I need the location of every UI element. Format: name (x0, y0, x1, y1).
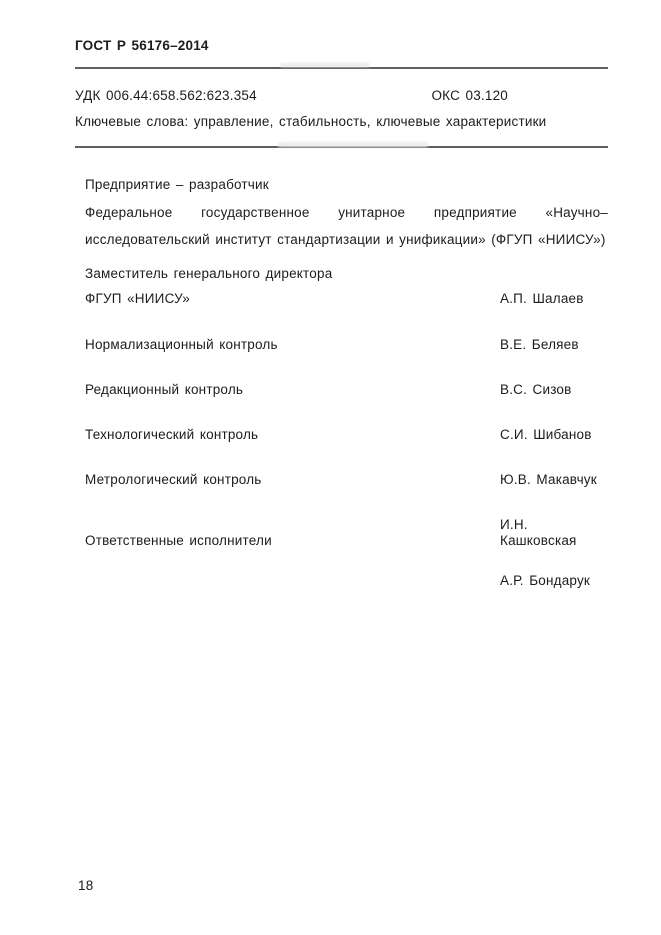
developer-name-line-2: исследовательский институт стандартизации и унификации» (ФГУП «НИИСУ») (85, 232, 606, 247)
signature-role: Нормализационный контроль (85, 337, 278, 352)
signature-name: Ю.В. Макавчук (500, 472, 597, 487)
developer-label: Предприятие – разработчик (85, 177, 269, 192)
doc-code-header: ГОСТ Р 56176–2014 (75, 38, 209, 53)
document-body (85, 177, 608, 589)
signature-role-line-2: ФГУП «НИИСУ» (85, 291, 190, 306)
signature-name: С.И. Шибанов (500, 427, 592, 442)
oks-code: ОКС 03.120 (431, 88, 508, 103)
signature-row (85, 337, 608, 353)
keywords-line: Ключевые слова: управление, стабильность, ключевые характеристики (75, 114, 547, 129)
classification-row (75, 88, 608, 104)
udk-code: УДК 006.44:658.562:623.354 (75, 88, 257, 103)
page-number: 18 (78, 878, 94, 893)
signature-row (85, 427, 608, 443)
signature-name: В.Е. Беляев (500, 337, 579, 352)
signature-row (85, 472, 608, 488)
signature-name: А.П. Шалаев (500, 291, 584, 306)
signature-name: А.Р. Бондарук (500, 573, 591, 588)
signature-role (85, 261, 500, 311)
signature-role-line-1: Заместитель генерального директора (85, 266, 333, 281)
signature-role: Метрологический контроль (85, 472, 262, 487)
signature-row (85, 517, 608, 549)
signature-role: Ответственные исполнители (85, 533, 272, 548)
signature-row (85, 261, 608, 311)
signature-role: Технологический контроль (85, 427, 259, 442)
horizontal-rule-top (75, 67, 608, 69)
scan-artifact (280, 63, 370, 67)
scan-artifact (278, 142, 428, 147)
signature-name: В.С. Сизов (500, 382, 572, 397)
developer-name-paragraph (85, 199, 608, 253)
signature-row (85, 573, 608, 589)
signature-role: Редакционный контроль (85, 382, 244, 397)
developer-name-line-1: Федеральное государственное унитарное предприятие «Научно– (85, 205, 608, 220)
signature-row (85, 382, 608, 398)
signature-name: И.Н. Кашковская (500, 517, 577, 548)
